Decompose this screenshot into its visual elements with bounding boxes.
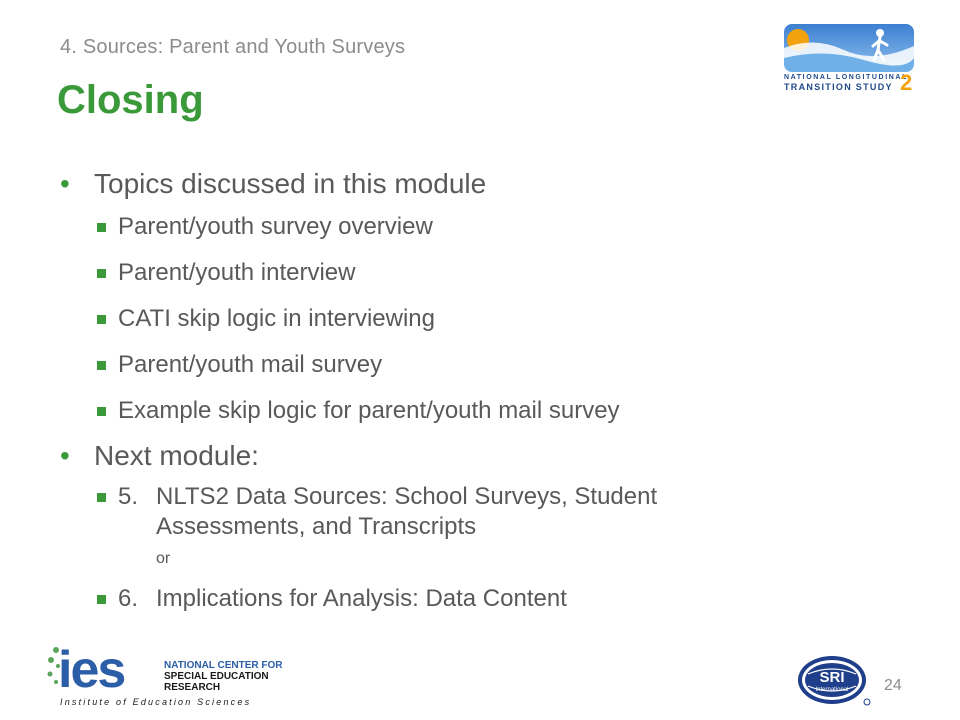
square-bullet-icon — [97, 223, 106, 232]
ies-center-line2: SPECIAL EDUCATION RESEARCH — [164, 671, 269, 693]
square-bullet-icon — [97, 361, 106, 370]
svg-text:SRI: SRI — [819, 669, 845, 686]
square-bullet-icon — [97, 269, 106, 278]
module-title: NLTS2 Data Sources: School Surveys, Student Assessments, and Transcripts — [156, 483, 658, 540]
ies-center-name — [164, 660, 314, 693]
topics-heading: Topics discussed in this module — [94, 168, 487, 199]
list-item — [60, 212, 920, 242]
ies-letters: ies — [58, 641, 125, 699]
svg-text:International: International — [815, 687, 849, 693]
list-item — [60, 304, 920, 334]
ies-center-line1: NATIONAL CENTER FOR — [164, 660, 283, 671]
module-title: Implications for Analysis: Data Content — [156, 585, 567, 612]
module-number: 5. — [118, 483, 139, 510]
list-item — [60, 482, 920, 542]
sri-logo — [796, 654, 872, 706]
nlts2-logo — [784, 24, 914, 95]
list-item — [60, 258, 920, 288]
nlts2-logo-image — [784, 24, 914, 72]
topic-text: Example skip logic for parent/youth mail survey — [118, 397, 620, 424]
list-item — [60, 584, 920, 614]
topic-text: Parent/youth mail survey — [118, 351, 383, 378]
list-item — [60, 396, 920, 426]
square-bullet-icon — [97, 493, 106, 502]
list-item — [60, 350, 920, 380]
slide-subtitle: 4. Sources: Parent and Youth Surveys — [60, 36, 406, 58]
bullet-dot-icon: • — [60, 440, 70, 471]
bullet-topics — [60, 166, 920, 202]
slide-title: Closing — [57, 78, 204, 122]
or-separator: or — [156, 550, 171, 567]
bullet-dot-icon: • — [60, 168, 70, 199]
square-bullet-icon — [97, 315, 106, 324]
ies-institute-name: Institute of Education Sciences — [60, 697, 252, 707]
slide-content — [60, 166, 920, 614]
nlts2-logo-line2: TRANSITION STUDY — [784, 82, 893, 92]
module-number: 6. — [118, 585, 139, 612]
nlts2-logo-number: 2 — [900, 70, 913, 95]
topic-text: Parent/youth interview — [118, 259, 356, 286]
topic-text: CATI skip logic in interviewing — [118, 305, 436, 332]
nlts2-logo-line1: NATIONAL LONGITUDINAL — [784, 74, 908, 81]
bullet-next-module — [60, 438, 920, 474]
page-number: 24 — [884, 677, 902, 694]
topic-text: Parent/youth survey overview — [118, 213, 433, 240]
next-heading: Next module: — [94, 440, 259, 471]
ies-logo — [46, 640, 306, 710]
square-bullet-icon — [97, 595, 106, 604]
square-bullet-icon — [97, 407, 106, 416]
